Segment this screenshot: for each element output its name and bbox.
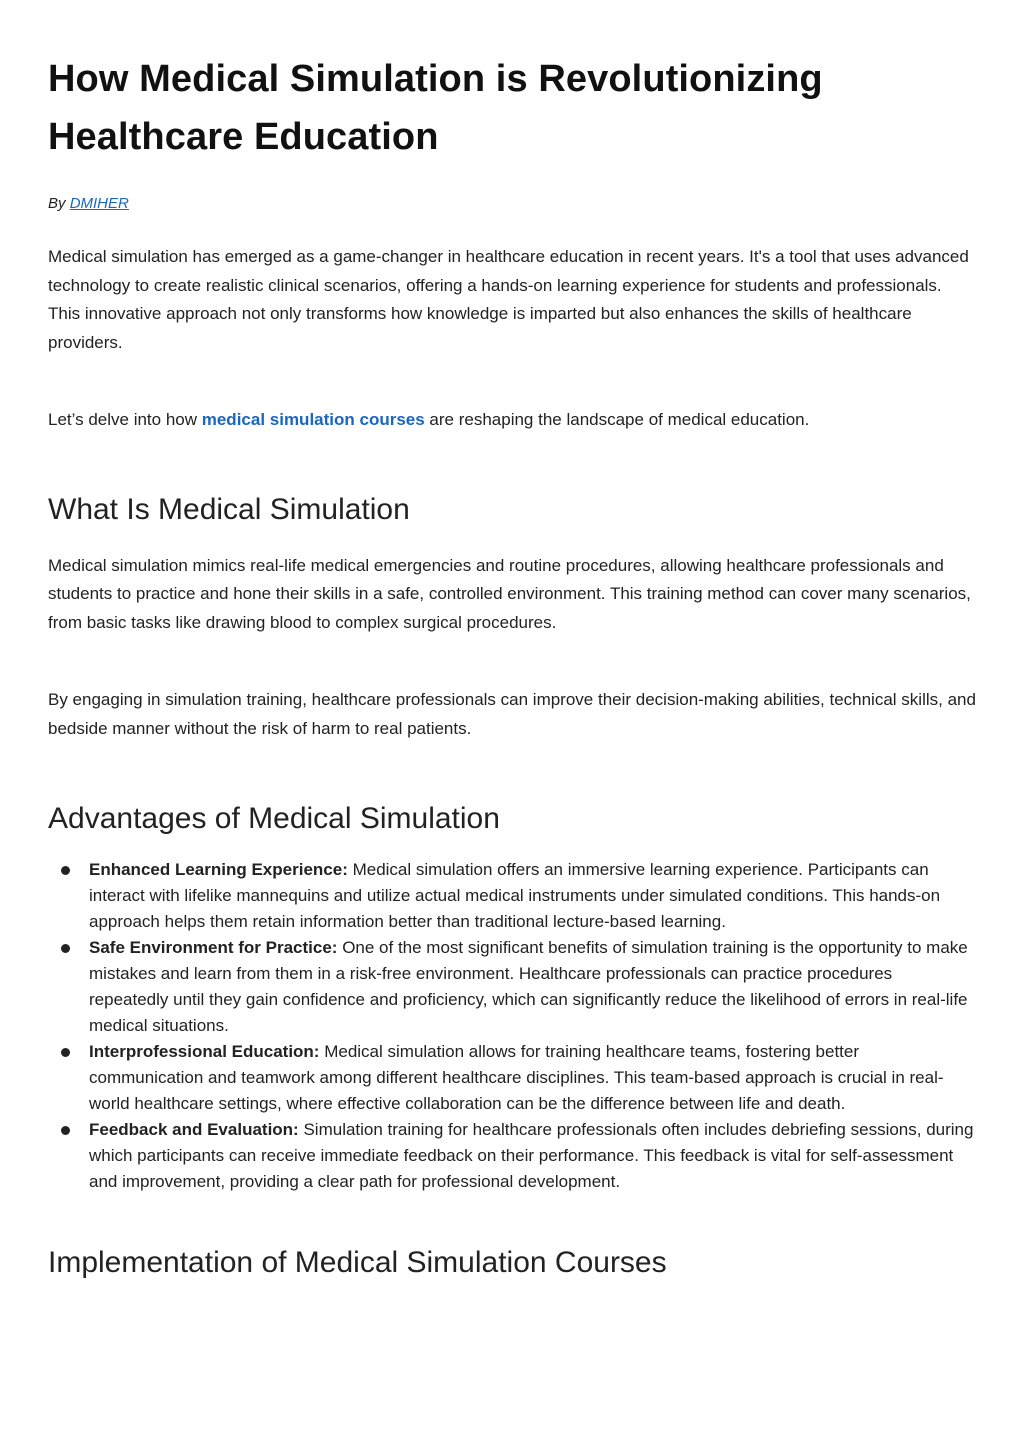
advantage-item-interprofessional-education <box>48 1039 976 1117</box>
delve-text-before: Let’s delve into how <box>48 410 202 429</box>
article-title: How Medical Simulation is Revolutionizing Healthcare Education <box>48 58 823 158</box>
advantage-text: Medical simulation allows for training healthcare teams, fostering better communication and teamwork among different healthcare disciplines. This team-based approach is crucial in real-world healthcare settings, where effective collaboration can be the difference between life and death. <box>89 1042 944 1113</box>
advantage-title: Enhanced Learning Experience: <box>89 860 348 879</box>
bullet-icon <box>61 1126 70 1135</box>
section-heading-what-is: What Is Medical Simulation <box>48 492 410 526</box>
advantage-item-safe-environment <box>48 935 976 1039</box>
advantage-title: Interprofessional Education: <box>89 1042 320 1061</box>
advantage-text: Medical simulation offers an immersive learning experience. Participants can interact with lifelike mannequins and utilize actual medical instruments under simulated conditions. This hands-on approach helps them retain information better than traditional lecture-based learning. <box>89 860 941 931</box>
advantage-text: One of the most significant benefits of simulation training is the opportunity to make mistakes and learn from them in a risk-free environment. Healthcare professionals can practice procedures repeatedly until they gain confidence and proficiency, which can significantly reduce the likelihood of errors in real-life medical situations. <box>89 938 968 1035</box>
bullet-icon <box>61 866 70 875</box>
author-link[interactable]: DMIHER <box>69 195 129 212</box>
medical-simulation-courses-link[interactable]: medical simulation courses <box>201 410 425 429</box>
delve-paragraph <box>48 406 976 435</box>
byline-prefix: By <box>48 195 66 212</box>
bullet-icon <box>61 944 70 953</box>
byline <box>48 194 976 214</box>
advantage-text: Simulation training for healthcare professionals often includes debriefing sessions, during which participants can receive immediate feedback on their performance. This feedback is vital for self-assessment and improvement, providing a clear path for professional development. <box>89 1120 974 1191</box>
advantage-title: Safe Environment for Practice: <box>89 938 338 957</box>
section-heading-advantages: Advantages of Medical Simulation <box>48 802 500 835</box>
intro-paragraph: Medical simulation has emerged as a game-changer in healthcare education in recent years. It's a tool that uses advanced technology to create realistic clinical scenarios, offering a hands-on learning experience for students and professionals. This innovative approach not only transforms how knowledge is imparted but also enhances the skills of healthcare providers. <box>48 247 969 352</box>
section-heading-implementation: Implementation of Medical Simulation Courses <box>48 1246 667 1279</box>
what-is-paragraph-2: By engaging in simulation training, healthcare professionals can improve their decision-making abilities, technical skills, and bedside manner without the risk of harm to real patients. <box>48 690 976 738</box>
advantage-item-learning-experience <box>48 857 976 935</box>
advantage-item-feedback-evaluation <box>48 1117 976 1195</box>
advantages-list <box>48 857 976 1195</box>
advantage-title: Feedback and Evaluation: <box>89 1120 299 1139</box>
bullet-icon <box>61 1048 70 1057</box>
delve-text-after: are reshaping the landscape of medical education. <box>424 410 810 429</box>
what-is-paragraph-1: Medical simulation mimics real-life medical emergencies and routine procedures, allowing healthcare professionals and students to practice and hone their skills in a safe, controlled environment. This training method can cover many scenarios, from basic tasks like drawing blood to complex surgical procedures. <box>48 555 971 632</box>
